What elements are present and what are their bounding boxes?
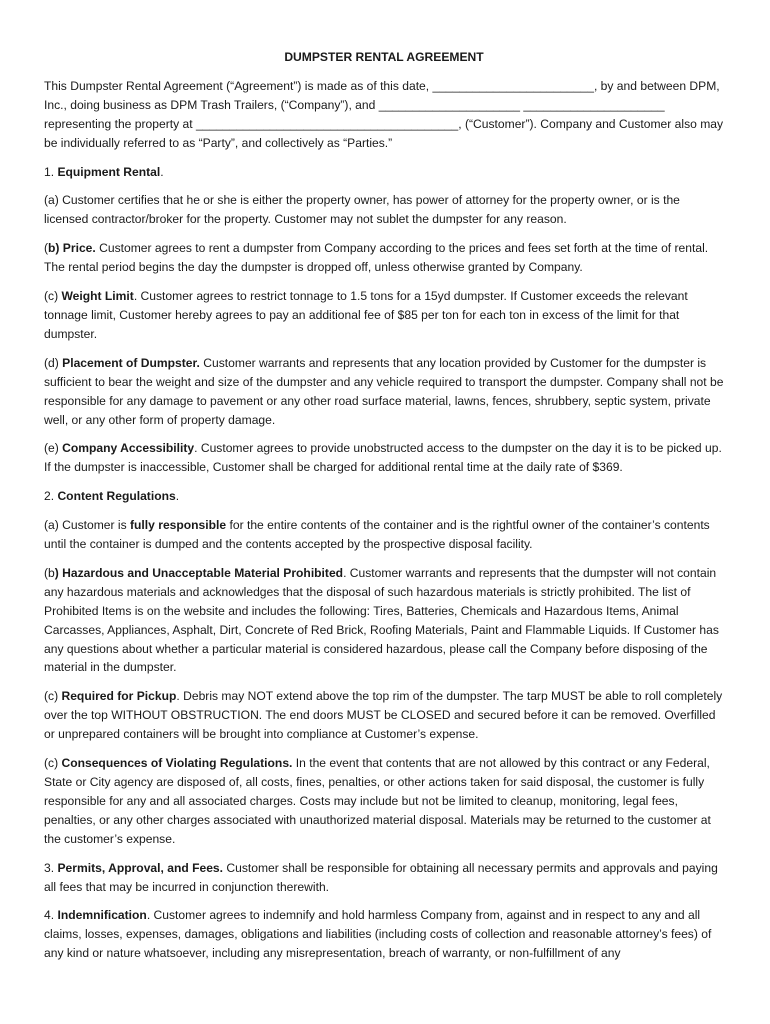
clause-heading: ) Hazardous and Unacceptable Material Prohibited	[54, 565, 344, 580]
clause-lead: (e)	[44, 441, 63, 456]
clause-1e	[44, 439, 724, 477]
clause-lead: (c)	[44, 689, 62, 704]
section-text: Customer shall be responsible for obtaining all necessary permits and approvals and paying all fees that may be incurred in conjunction therewith.	[44, 860, 718, 894]
clause-lead: (b	[44, 565, 55, 580]
section-2-heading	[44, 487, 724, 506]
clause-heading: Placement of Dumpster.	[62, 355, 200, 370]
section-4	[44, 906, 724, 963]
clause-text: In the event that contents that are not allowed by this contract or any Federal, State or City agency are disposed of, all costs, fines, penalties, or other actions taken for said disposal, the customer is fully responsible for any and all associated charges. Costs may include but not be limited to cleanup, monitoring, legal fees, penalties, or any other charges associated with unauthorized material disposal. Materials may be returned to the customer at the customer’s expense.	[44, 756, 711, 846]
clause-1d	[44, 354, 724, 430]
clause-text: . Debris may NOT extend above the top rim of the dumpster. The tarp MUST be able to roll completely over the top WITHOUT OBSTRUCTION. The end doors MUST be CLOSED and secured before it can be removed. Overfilled or unprepared containers will be brought into compliance at Customer’s expense.	[44, 689, 723, 742]
section-title: Equipment Rental	[57, 164, 161, 179]
customer-name-blank: _____________________ _____________________	[378, 97, 665, 112]
section-title: Indemnification	[57, 908, 147, 923]
section-title: Permits, Approval, and Fees.	[57, 860, 224, 875]
clause-text: . Customer agrees to restrict tonnage to 1.5 tons for a 15yd dumpster. If Customer exceeds the relevant tonnage limit, Customer hereby agrees to pay an additional fee of $85 per ton for each ton in excess of the limit for that dumpster.	[44, 289, 688, 341]
intro-text-2: , by and between DPM, Inc., doing business as DPM Trash Trailers, (“Company”), and	[44, 78, 720, 112]
clause-text: for the entire contents of the container and is the rightful owner of the container’s contents until the container is dumped and the contents accepted by the prospective disposal facility.	[44, 518, 710, 552]
section-number: 3.	[44, 860, 58, 875]
intro-text-4: , (“Customer”). Company and Customer also may be individually referred to as “Party”, and collectively as “Parties.”	[44, 116, 724, 150]
clause-2d	[44, 754, 724, 849]
clause-text: . Customer agrees to provide unobstructed access to the dumpster on the day it is to be picked up. If the dumpster is inaccessible, Customer shall be charged for additional rental time at the daily rate of $369.	[44, 441, 722, 475]
clause-heading: Weight Limit	[61, 289, 134, 304]
clause-text: . Customer warrants and represents that the dumpster will not contain any hazardous materials and acknowledges that the disposal of such hazardous materials is strictly prohibited. The list of Prohibited Items is on the website and includes the following: Tires, Batteries, Chemicals and Hazardous Items, Animal Carcasses, Appliances, Asphalt, Dirt, Concrete of Red Brick, Roofing Materials, Paint and Flammable Liquids. If Customer has any questions about whether a particular material is considered hazardous, please call the Company before disposing of the material in the dumpster.	[44, 565, 719, 675]
clause-heading: Consequences of Violating Regulations.	[61, 756, 293, 771]
clause-heading: b) Price.	[48, 241, 96, 256]
section-number: 1.	[44, 164, 58, 179]
clause-lead: (c)	[44, 756, 62, 771]
section-text: . Customer agrees to indemnify and hold harmless Company from, against and in respect to any and all claims, losses, expenses, damages, obligations and liabilities (including costs of collection and reasonable attorney’s fees) of any kind or nature whatsoever, including any misrepresentation, breach of warranty, or non-fulfillment of any	[44, 908, 712, 961]
intro-text-3: representing the property at	[44, 116, 196, 131]
section-tail: .	[160, 164, 164, 179]
section-3	[44, 859, 724, 897]
page-title: DUMPSTER RENTAL AGREEMENT	[284, 50, 484, 64]
intro-paragraph	[44, 77, 724, 153]
clause-heading: Required for Pickup	[61, 689, 177, 704]
section-title: Content Regulations	[57, 489, 176, 504]
property-address-blank: _______________________________________	[195, 116, 459, 131]
clause-2c	[44, 687, 724, 744]
clause-1b	[44, 239, 724, 277]
clause-2a	[44, 516, 724, 554]
clause-1a: (a) Customer certifies that he or she is either the property owner, has power of attorney for the property owner, or is the licensed contractor/broker for the property. Customer may not sublet the dumpster for any reason.	[44, 193, 680, 227]
clause-lead: (d)	[44, 355, 63, 370]
document-page	[44, 48, 724, 973]
clause-text: Customer agrees to rent a dumpster from Company according to the prices and fees set forth at the time of rental. The rental period begins the day the dumpster is dropped off, unless otherwise granted by Company.	[44, 241, 709, 275]
section-number: 2.	[44, 489, 58, 504]
clause-lead: (a) Customer is	[44, 518, 131, 533]
clause-2b	[44, 564, 724, 677]
clause-heading: fully responsible	[130, 518, 227, 533]
clause-1c	[44, 287, 724, 344]
clause-lead: (	[44, 241, 49, 256]
section-1-heading	[44, 163, 724, 182]
section-number: 4.	[44, 908, 58, 923]
date-blank: ________________________	[432, 78, 594, 93]
intro-text-1: This Dumpster Rental Agreement (“Agreement”) is made as of this date,	[44, 78, 433, 93]
clause-lead: (c)	[44, 289, 62, 304]
clause-heading: Company Accessibility	[62, 441, 195, 456]
clause-text: Customer warrants and represents that any location provided by Customer for the dumpster is sufficient to bear the weight and size of the dumpster and any vehicle required to transport the dumpster. Company shall not be responsible for any damage to pavement or any other road surface material, lawns, fences, shrubbery, septic system, private well, or any other form of property damage.	[44, 355, 724, 427]
section-tail: .	[175, 489, 180, 504]
